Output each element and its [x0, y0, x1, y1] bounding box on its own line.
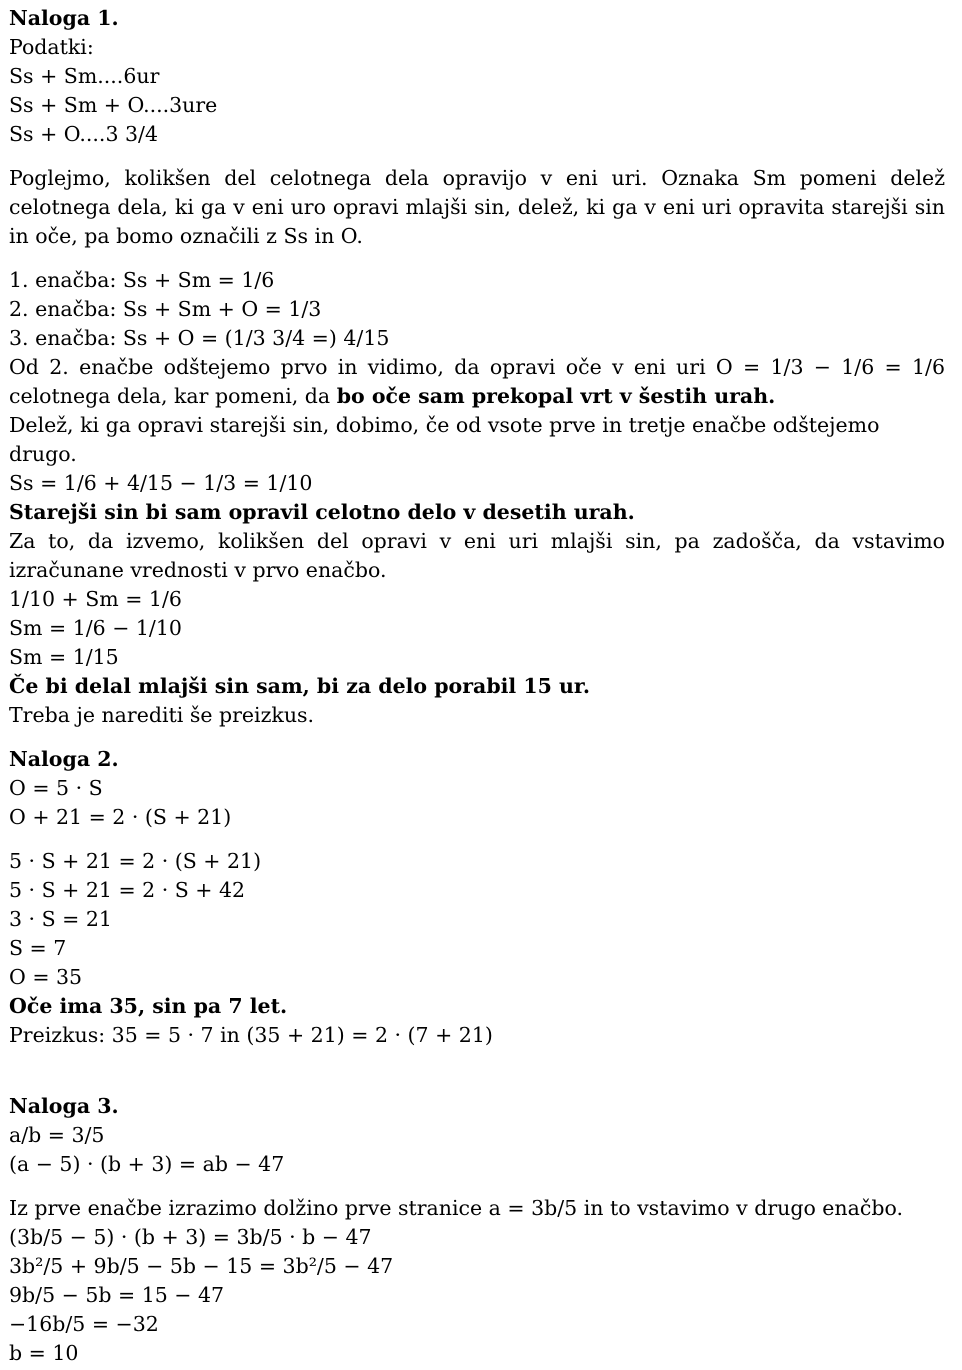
system-line: O = 5 · S	[9, 776, 103, 800]
younger-text: Za to, da izvemo, kolikšen del opravi v eni uri mlajši sin, pa zadošča, da vstavimo izračunane vrednosti v prvo enačbo.	[9, 529, 945, 582]
task2-check: Preizkus: 35 = 5 · 7 in (35 + 21) = 2 · (7 + 21)	[9, 1023, 493, 1047]
older-calc: Ss = 1/6 + 4/15 − 1/3 = 1/10	[9, 471, 313, 495]
younger-result: Če bi delal mlajši sin sam, bi za delo porabil 15 ur.	[9, 674, 590, 698]
task1-intro: Poglejmo, kolikšen del celotnega dela opravijo v eni uri. Oznaka Sm pomeni delež celotnega dela, ki ga v eni uro opravi mlajši sin, delež, ki ga v eni uri opravita starejši sin in oče, pa bomo označili z Ss in O.	[9, 166, 945, 248]
younger-calc-line: Sm = 1/6 − 1/10	[9, 616, 182, 640]
father-paragraph	[9, 353, 945, 411]
step-line: 9b/5 − 5b = 15 − 47	[9, 1283, 225, 1307]
task2-heading: Naloga 2.	[9, 747, 119, 771]
older-result: Starejši sin bi sam opravil celotno delo v desetih urah.	[9, 500, 635, 524]
given-line: Ss + Sm....6ur	[9, 64, 160, 88]
younger-calc-line: Sm = 1/15	[9, 645, 119, 669]
father-result: bo oče sam prekopal vrt v šestih urah.	[336, 384, 776, 408]
step-line: −16b/5 = −32	[9, 1312, 159, 1336]
older-text: Delež, ki ga opravi starejši sin, dobimo, če od vsote prve in tretje enačbe odštejemo drugo.	[9, 413, 880, 466]
task3-heading: Naloga 3.	[9, 1094, 119, 1118]
step-line: 5 · S + 21 = 2 · S + 42	[9, 878, 246, 902]
data-label: Podatki:	[9, 35, 94, 59]
system-line: (a − 5) · (b + 3) = ab − 47	[9, 1152, 285, 1176]
task1-heading: Naloga 1.	[9, 6, 119, 30]
given-line: Ss + Sm + O....3ure	[9, 93, 218, 117]
system-line: O + 21 = 2 · (S + 21)	[9, 805, 232, 829]
step-line: 3 · S = 21	[9, 907, 112, 931]
step-line: (3b/5 − 5) · (b + 3) = 3b/5 · b − 47	[9, 1225, 372, 1249]
step-line: O = 35	[9, 965, 83, 989]
given-line: Ss + O....3 3/4	[9, 122, 158, 146]
step-line: 3b²/5 + 9b/5 − 5b − 15 = 3b²/5 − 47	[9, 1254, 394, 1278]
step-line: 5 · S + 21 = 2 · (S + 21)	[9, 849, 262, 873]
step-line: b = 10	[9, 1341, 79, 1365]
task1-check: Treba je narediti še preizkus.	[9, 703, 315, 727]
document-page	[9, 4, 945, 1368]
equation-line: 2. enačba: Ss + Sm + O = 1/3	[9, 297, 322, 321]
step-line: S = 7	[9, 936, 67, 960]
equation-line: 1. enačba: Ss + Sm = 1/6	[9, 268, 275, 292]
task3-intro: Iz prve enačbe izrazimo dolžino prve stranice a = 3b/5 in to vstavimo v drugo enačbo.	[9, 1196, 903, 1220]
system-line: a/b = 3/5	[9, 1123, 105, 1147]
task2-result: Oče ima 35, sin pa 7 let.	[9, 994, 288, 1018]
father-text: Od 2. enačbe odštejemo prvo in vidimo, da opravi oče v eni uri O = 1/3 − 1/6 = 1/6 celotnega dela, kar pomeni, da	[9, 355, 945, 408]
equation-line: 3. enačba: Ss + O = (1/3 3/4 =) 4/15	[9, 326, 390, 350]
younger-calc-line: 1/10 + Sm = 1/6	[9, 587, 182, 611]
